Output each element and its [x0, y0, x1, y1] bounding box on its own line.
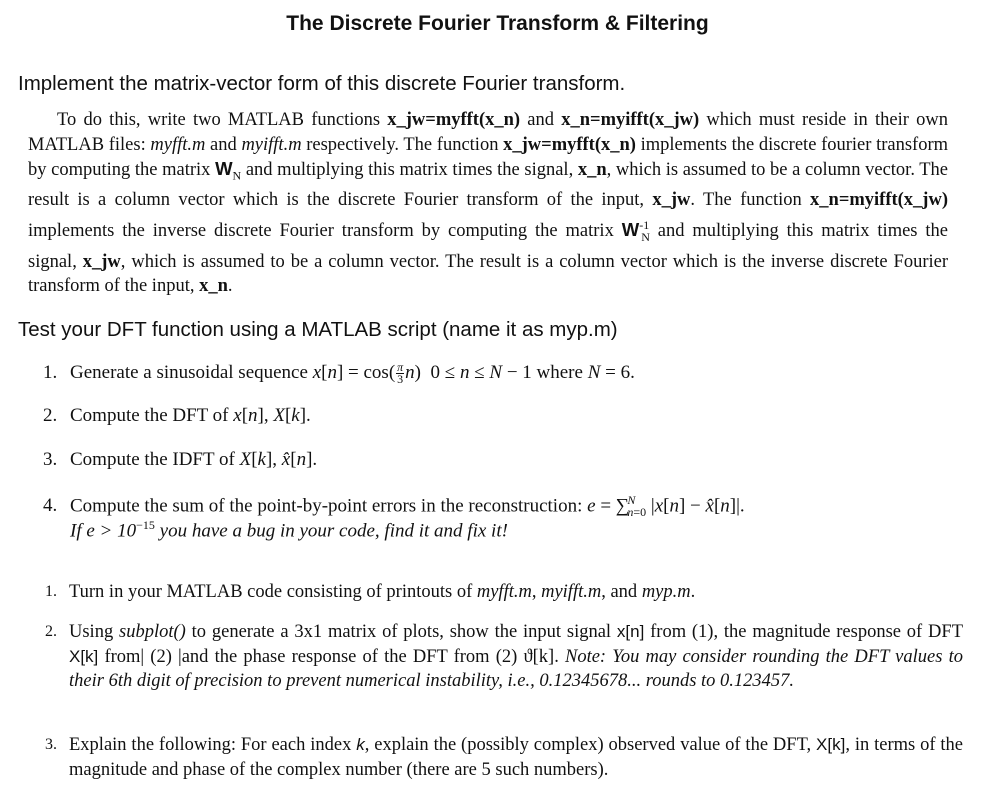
list-item: 2. Compute the DFT of x[n], X[k].: [43, 405, 311, 426]
list-item: 1. Generate a sinusoidal sequence x[n] = cos( $\frac{\pi}{3}$ n) 0 ≤ n ≤ N − 1 where N = 6.: [43, 360, 635, 387]
func-myfft: x_jw=myfft(x_n): [387, 110, 521, 130]
matrix-wn-inverse: W: [621, 219, 640, 241]
list-item: 3. Compute the IDFT of X[k], x̂[n].: [43, 449, 318, 470]
list-item: 2. Using subplot() to generate a 3x1 matrix of plots, show the input signal x[n] from (1), the magnitude response of DFT X[k] from| (2) |and the phase response of the DFT from (2) ϑ[k]. Note: You may consider rounding the DFT values to their 6th digit of precision to prevent numerical instability, i.e., 0.12345678... rounds to 0.123457.: [45, 622, 963, 691]
document-title: The Discrete Fourier Transform & Filtering: [286, 12, 709, 35]
list-item: 3. Explain the following: For each index k, explain the (possibly complex) observed value of the DFT, X[k], in terms of the magnitude and phase of the complex number (there are 5 such numbers).: [45, 735, 963, 780]
instructions-paragraph: To do this, write two MATLAB functions x_jw=myfft(x_n) and x_n=myifft(x_jw) which must reside in their own MATLAB files: myfft.m and myifft.m respectively. The function x_jw=myfft(x_n) implements the discrete fourier transform by computing the matrix $W_N$ and multiplying this matrix times the signal, x_n, which is assumed to be a column vector. The result is a column vector which is the discrete Fourier transform of the input, x_jw. The function x_n=myifft(x_jw) implements the inverse discrete Fourier transform by computing the matrix $W^{-1}_N$ and multiplying this matrix times the signal, x_jw, which is assumed to be a column vector. The result is a column vector which is the inverse discrete Fourier transform of the input, x_n.: [28, 110, 948, 297]
section-heading-test: Test your DFT function using a MATLAB script (name it as myp.m): [18, 318, 618, 341]
list-item: 4. Compute the sum of the point-by-point errors in the reconstruction: e = ∑$^N_{n=0}$ |x[n] − x̂[n]|.: [43, 493, 745, 520]
list-item: 1. Turn in your MATLAB code consisting of printouts of myfft.m, myifft.m, and myp.m.: [45, 582, 696, 602]
section-heading-implement: Implement the matrix-vector form of this discrete Fourier transform.: [18, 72, 626, 95]
matrix-wn: W: [215, 158, 233, 180]
func-myifft: x_n=myifft(x_jw): [561, 110, 700, 130]
list-item-continuation: If $e > 10^{-15}$ you have a bug in your code, find it and fix it!: [70, 518, 508, 542]
